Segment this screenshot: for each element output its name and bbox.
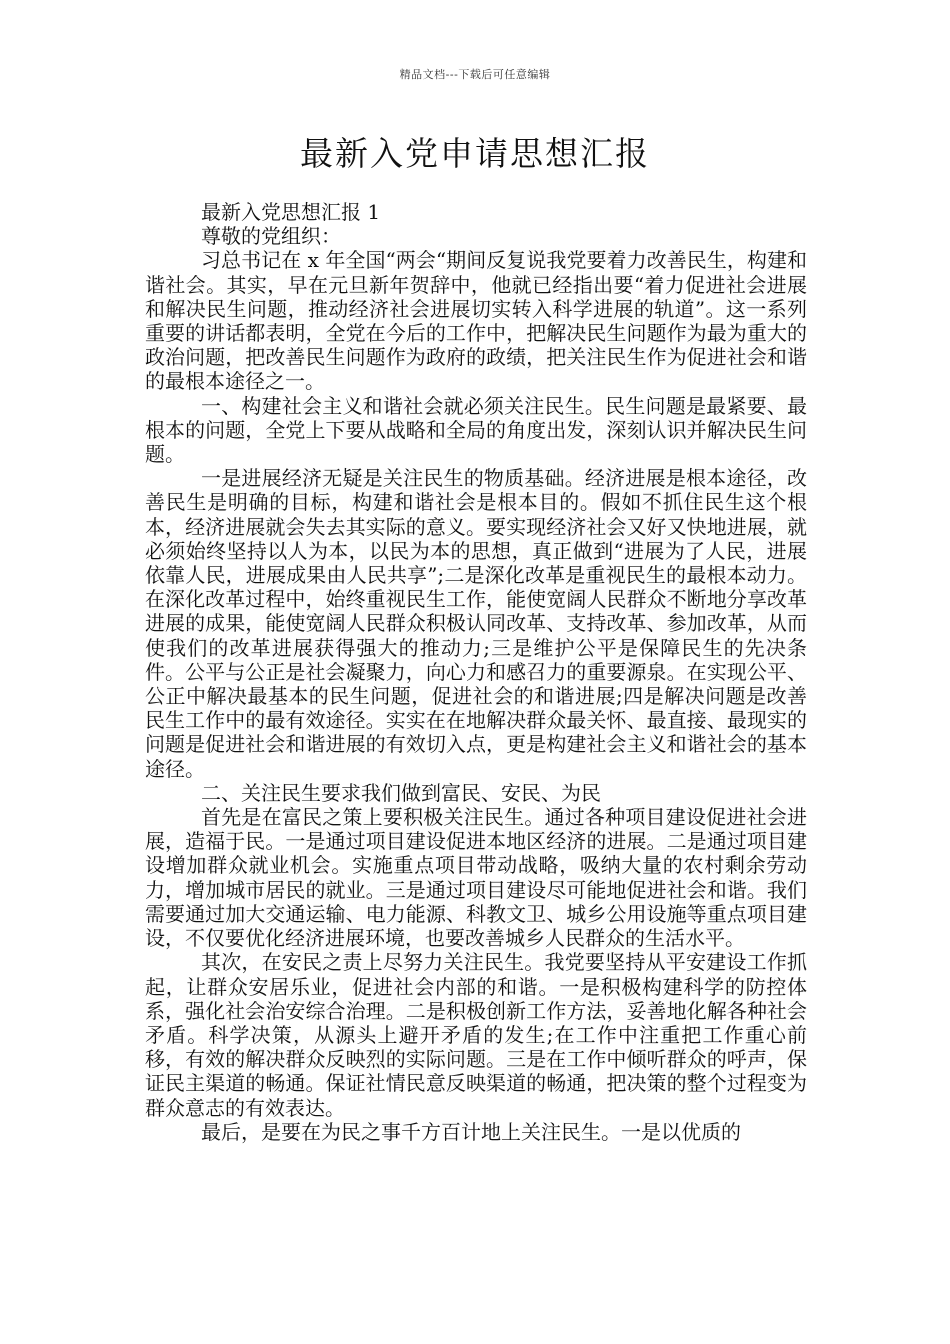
salutation: 尊敬的党组织： <box>201 224 341 249</box>
paragraph: 一是进展经济无疑是关注民生的物质基础。经济进展是根本途径，改善民生是明确的目标，构建和谐社会是根本目的。假如不抓住民生这个根本，经济进展就会失去其实际的意义。要实现经济社会又好又快地进展，就必须始终坚持以人为本，以民为本的思想，真正做到“进展为了人民，进展依靠人民，进展成果由人民共享”;二是深化改革是重视民生的最根本动力。在深化改革过程中，始终重视民生工作，能使宽阔人民群众不断地分享改革进展的成果，能使宽阔人民群众积极认同改革、支持改革、参加改革，从而使我们的改革进展获得强大的推动力;三是维护公平是保障民生的先决条件。公平与公正是社会凝聚力，向心力和感召力的重要源泉。在实现公平、公正中解决最基本的民生问题，促进社会的和谐进展;四是解决问题是改善民生工作中的最有效途径。实实在在地解决群众最关怀、最直接、最现实的问题是促进社会和谐进展的有效切入点，更是构建社会主义和谐社会的基本途径。 <box>145 466 807 781</box>
page-header-note: 精品文档---下载后可任意编辑 <box>399 68 551 81</box>
paragraph: 首先是在富民之策上要积极关注民生。通过各种项目建设促进社会进展，造福于民。一是通过项目建设促进本地区经济的进展。二是通过项目建设增加群众就业机会。实施重点项目带动战略，吸纳大量的农村剩余劳动力，增加城市居民的就业。三是通过项目建设尽可能地促进社会和谐。我们需要通过加大交通运输、电力能源、科教文卫、城乡公用设施等重点项目建设，不仅要优化经济进展环境，也要改善城乡人民群众的生活水平。 <box>145 805 807 951</box>
paragraph: 最后，是要在为民之事千方百计地上关注民生。一是以优质的 <box>201 1119 741 1144</box>
document-title: 最新入党申请思想汇报 <box>300 134 650 173</box>
section-heading: 二、关注民生要求我们做到富民、安民、为民 <box>201 780 601 805</box>
paragraph: 一、构建社会主义和谐社会就必须关注民生。民生问题是最紧要、最根本的问题，全党上下要从战略和全局的角度出发，深刻认识并解决民生问题。 <box>145 393 807 467</box>
paragraph: 习总书记在 x 年全国“两会“期间反复说我党要着力改善民生，构建和谐社会。其实，早在元旦新年贺辞中，他就已经指出要“着力促进社会进展和解决民生问题，推动经济社会进展切实转入科学进展的轨道”。这一系列重要的讲话都表明，全党在今后的工作中，把解决民生问题作为最为重大的政治问题，把改善民生问题作为政府的政绩，把关注民生作为促进社会和谐的最根本途径之一。 <box>145 248 807 394</box>
paragraph: 其次，在安民之责上尽努力关注民生。我党要坚持从平安建设工作抓起，让群众安居乐业，促进社会内部的和谐。一是积极构建科学的防控体系，强化社会治安综合治理。二是积极创新工作方法，妥善地化解各种社会矛盾。科学决策，从源头上避开矛盾的发生;在工作中注重把工作重心前移，有效的解决群众反映烈的实际问题。三是在工作中倾听群众的呼声，保证民主渠道的畅通。保证社情民意反映渠道的畅通，把决策的整个过程变为群众意志的有效表达。 <box>145 950 807 1120</box>
document-subtitle: 最新入党思想汇报 1 <box>201 200 381 224</box>
document-body <box>145 200 807 1144</box>
